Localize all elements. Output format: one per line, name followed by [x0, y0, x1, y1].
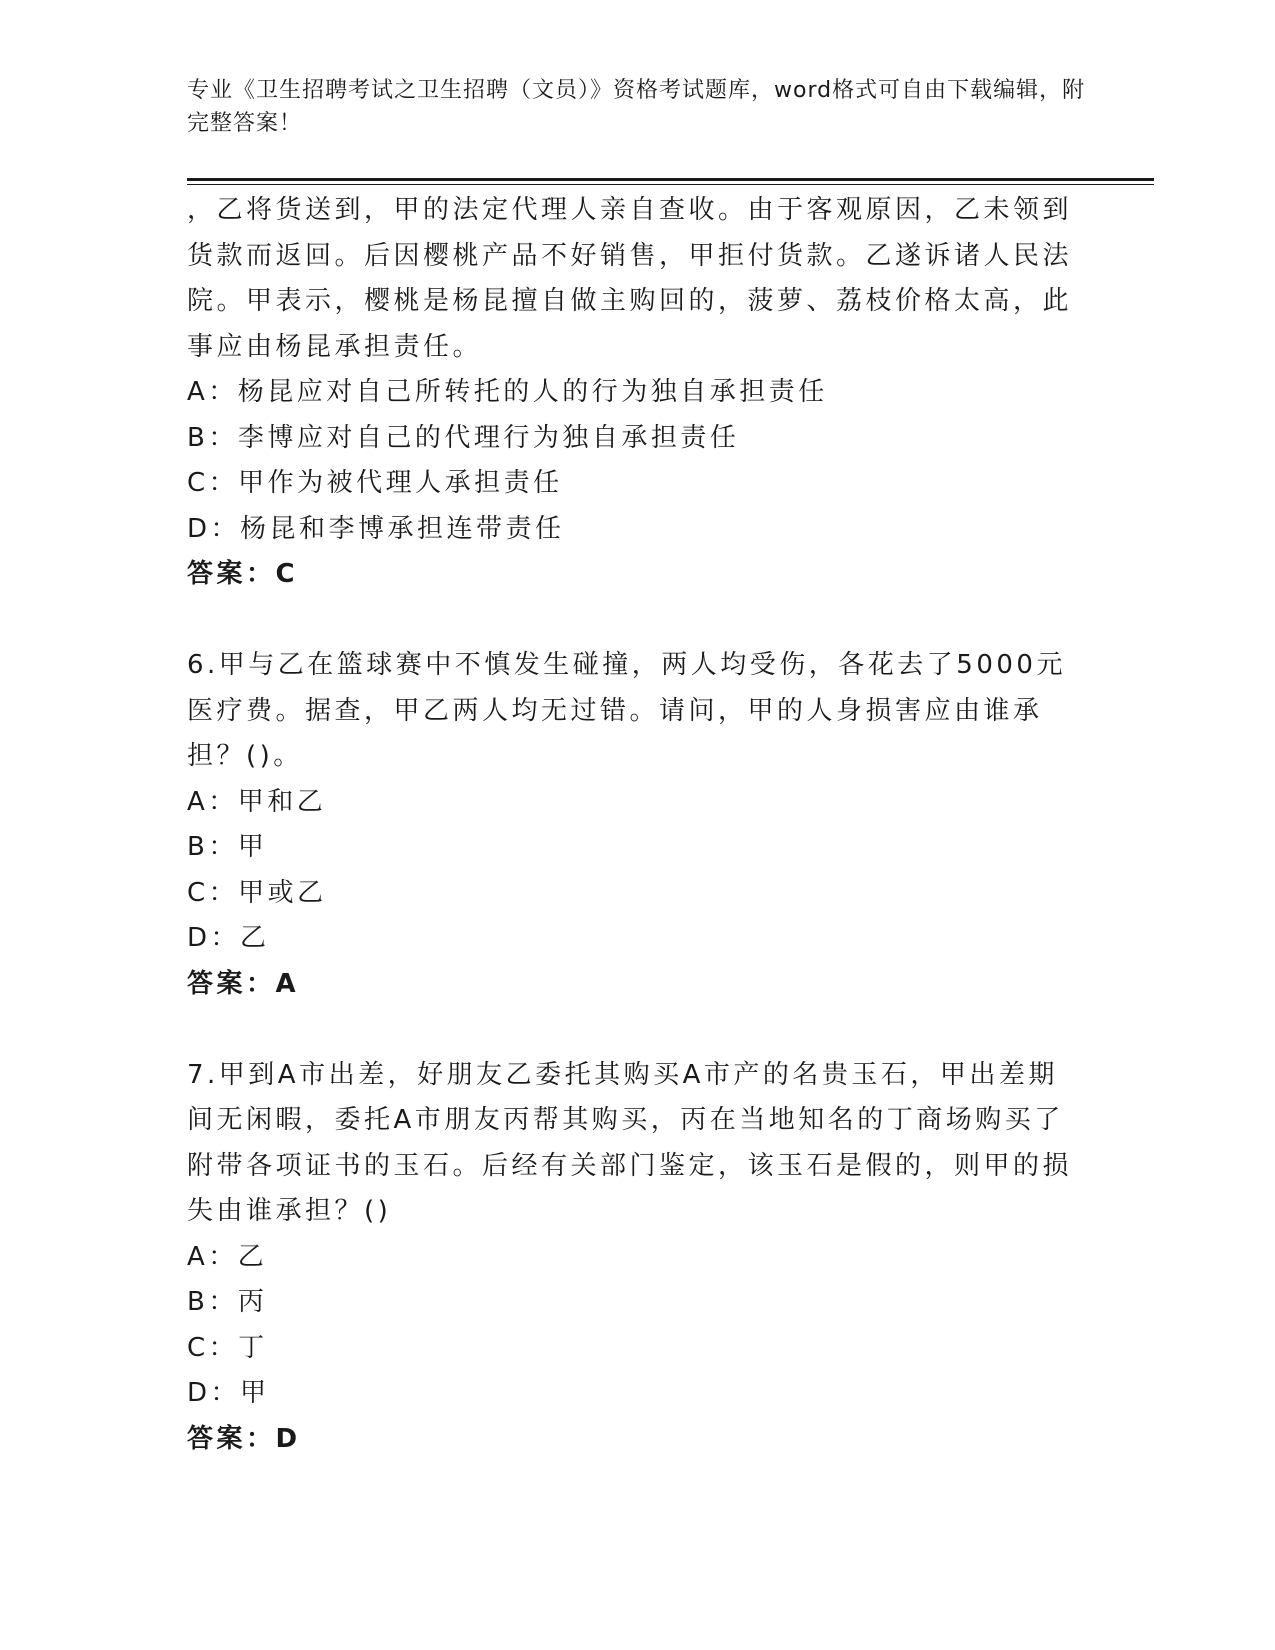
answer: 答案：D: [187, 1423, 301, 1454]
document-header: 专业《卫生招聘考试之卫生招聘（文员）》资格考试题库，word格式可自由下载编辑，附完整答案！: [187, 78, 1086, 136]
header-divider-thin: [187, 184, 1154, 185]
spacer: [187, 598, 1087, 644]
question-stem: 6.甲与乙在篮球赛中不慎发生碰撞，两人均受伤，各花去了5000元医疗费。据查，甲乙两人均无过错。请问，甲的人身损害应由谁承担？()。: [187, 650, 1066, 771]
header-divider-thick: [187, 178, 1154, 181]
question-content: [187, 188, 1087, 1462]
option-b: B：甲: [187, 832, 268, 862]
option-a: A：杨昆应对自己所转托的人的行为独自承担责任: [187, 377, 828, 407]
question-7: [187, 1053, 1087, 1463]
option-c: C：丁: [187, 1332, 268, 1363]
question-stem: 7.甲到A市出差，好朋友乙委托其购买A市产的名贵玉石，甲出差期间无闲暇，委托A市朋友丙帮其购买，丙在当地知名的丁商场购买了附带各项证书的玉石。后经有关部门鉴定，该玉石是假的，则甲的损失由谁承担？(): [187, 1059, 1073, 1226]
option-b: B：丙: [187, 1287, 268, 1317]
option-a: A：乙: [187, 1241, 268, 1272]
option-d: D：甲: [187, 1378, 270, 1408]
answer: 答案：A: [187, 968, 300, 999]
option-d: D：乙: [187, 923, 270, 953]
question-5-continued: [187, 188, 1087, 598]
option-a: A：甲和乙: [187, 786, 327, 817]
option-d: D：杨昆和李博承担连带责任: [187, 513, 565, 544]
spacer: [187, 1007, 1087, 1053]
question-6: [187, 643, 1087, 1007]
question-stem-continued: ，乙将货送到，甲的法定代理人亲自查收。由于客观原因，乙未领到货款而返回。后因樱桃产品不好销售，甲拒付货款。乙遂诉诸人民法院。甲表示，樱桃是杨昆擅自做主购回的，菠萝、荔枝价格太高，此事应由杨昆承担责任。: [187, 195, 1073, 362]
option-c: C：甲作为被代理人承担责任: [187, 468, 563, 498]
option-b: B：李博应对自己的代理行为独自承担责任: [187, 422, 740, 453]
answer: 答案：C: [187, 559, 299, 589]
option-c: C：甲或乙: [187, 877, 327, 908]
